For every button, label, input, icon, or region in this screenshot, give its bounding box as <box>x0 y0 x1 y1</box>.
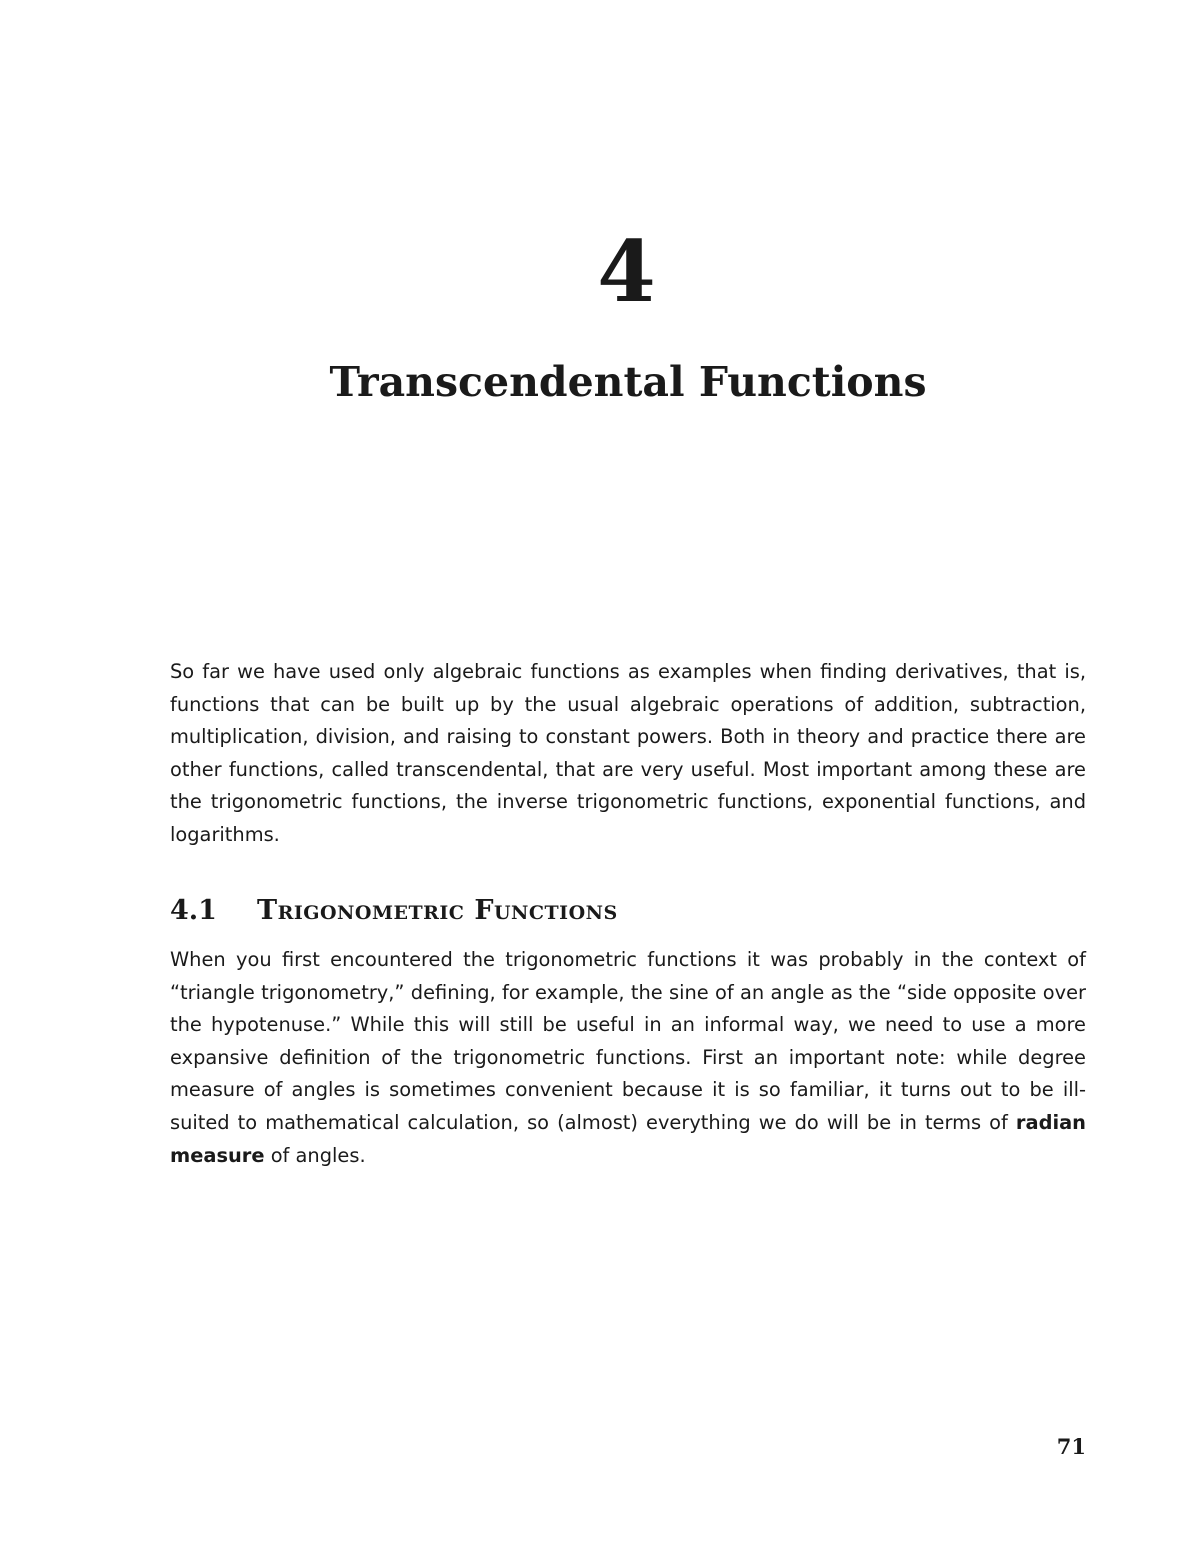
bold-term: radian measure <box>170 1110 1086 1167</box>
chapter-number: 4 <box>597 222 656 321</box>
section-number: 4.1 <box>170 895 217 926</box>
section-title: Trigonometric Functions <box>257 895 618 926</box>
intro-paragraph: So far we have used only algebraic functions as examples when finding derivatives, that is, functions that can be built up by the usual algebraic operations of addition, subtraction, multiplication, division, and raising to constant powers. Both in theory and practice there are other functions, called transcendental, that are very useful. Most important among these are the trigonometric functions, the inverse trigonometric functions, exponential functions, and logarithms. <box>170 660 1086 846</box>
page-number: 71 <box>1056 1434 1086 1459</box>
section-paragraph-end: of angles. <box>270 1143 366 1167</box>
section-paragraph-text: When you first encountered the trigonometric functions it was probably in the context of “triangle trigonometry,” defining, for example, the sine of an angle as the “side opposite over the hypotenuse.” While this will still be useful in an informal way, we need to use a more expansive definition of the trigonometric functions. First an important note: while degree measure of angles is sometimes convenient because it is so familiar, it turns out to be ill-suited to mathematical calculation, so (almost) everything we do will be in terms of <box>170 948 1086 1134</box>
section-heading <box>170 889 618 933</box>
chapter-title: Transcendental Functions <box>329 358 927 406</box>
section-paragraph <box>170 944 1086 1172</box>
